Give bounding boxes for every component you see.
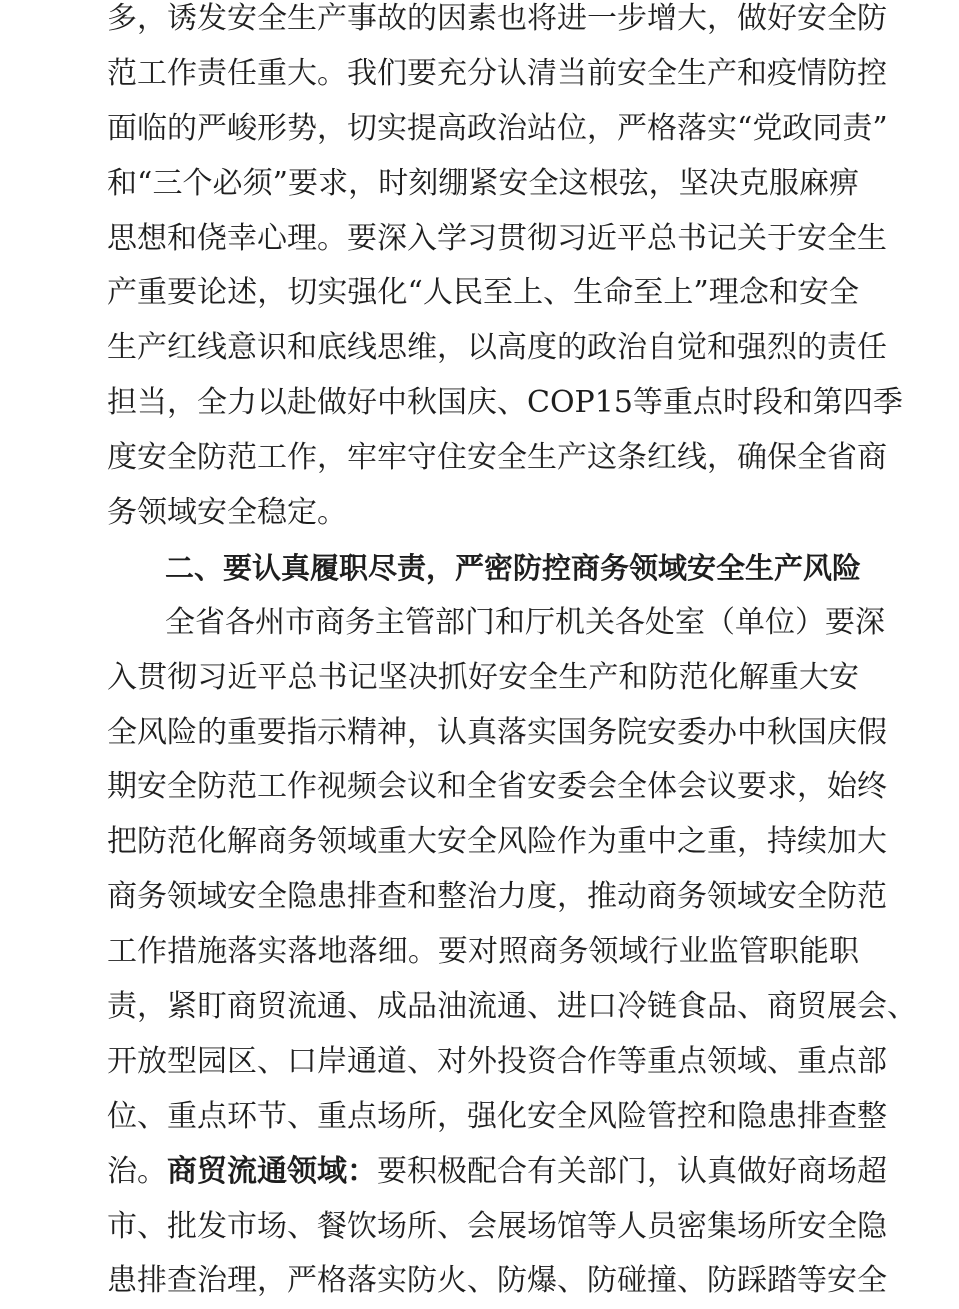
text-line: 市、批发市场、餐饮场所、会展场馆等人员密集场所安全隐 bbox=[107, 1208, 887, 1244]
text-line: 患排查治理，严格落实防火、防爆、防碰撞、防踩踏等安全 bbox=[107, 1263, 887, 1299]
text-line: 入贯彻习近平总书记坚决抓好安全生产和防范化解重大安 bbox=[107, 659, 859, 695]
text-line: 开放型园区、口岸通道、对外投资合作等重点领域、重点部 bbox=[107, 1043, 887, 1079]
text-line: 期安全防范工作视频会议和全省安委会全体会议要求，始终 bbox=[107, 769, 887, 805]
text-segment: 治。 bbox=[107, 1153, 167, 1189]
text-line: 工作措施落实落地落细。要对照商务领域行业监管职能职 bbox=[107, 934, 859, 970]
text-line: 责，紧盯商贸流通、成品油流通、进口冷链食品、商贸展会、 bbox=[107, 989, 917, 1025]
text-line: 担当，全力以赴做好中秋国庆、COP15等重点时段和第四季 bbox=[107, 385, 903, 421]
text-line: 度安全防范工作，牢牢守住安全生产这条红线，确保全省商 bbox=[107, 440, 887, 476]
text-line: 产重要论述，切实强化“人民至上、生命至上”理念和安全 bbox=[107, 275, 859, 311]
text-line-mixed bbox=[107, 1145, 887, 1200]
section-heading: 二、要认真履职尽责，严密防控商务领域安全生产风险 bbox=[165, 550, 862, 585]
text-line: 范工作责任重大。我们要充分认清当前安全生产和疫情防控 bbox=[107, 55, 887, 91]
text-line: 位、重点环节、重点场所，强化安全风险管控和隐患排查整 bbox=[107, 1098, 887, 1134]
text-line: 思想和侥幸心理。要深入学习贯彻习近平总书记关于安全生 bbox=[107, 220, 887, 256]
text-segment: 要积极配合有关部门，认真做好商场超 bbox=[377, 1153, 887, 1189]
text-line: 全风险的重要指示精神，认真落实国务院安委办中秋国庆假 bbox=[107, 714, 887, 750]
text-line: 务领域安全稳定。 bbox=[107, 495, 347, 531]
text-line: 和“三个必须”要求，时刻绷紧安全这根弦，坚决克服麻痹 bbox=[107, 165, 859, 201]
text-line: 商务领域安全隐患排查和整治力度，推动商务领域安全防范 bbox=[107, 879, 887, 915]
text-line: 全省各州市商务主管部门和厅机关各处室（单位）要深 bbox=[165, 604, 885, 640]
text-line: 多，诱发安全生产事故的因素也将进一步增大，做好安全防 bbox=[107, 1, 887, 36]
document-page bbox=[107, 0, 917, 1309]
text-line: 生产红线意识和底线思维，以高度的政治自觉和强烈的责任 bbox=[107, 330, 887, 366]
text-line: 把防范化解商务领域重大安全风险作为重中之重，持续加大 bbox=[107, 824, 887, 860]
bold-subheading: 商贸流通领域： bbox=[167, 1153, 377, 1189]
text-line: 面临的严峻形势，切实提高政治站位，严格落实“党政同责” bbox=[107, 110, 888, 146]
